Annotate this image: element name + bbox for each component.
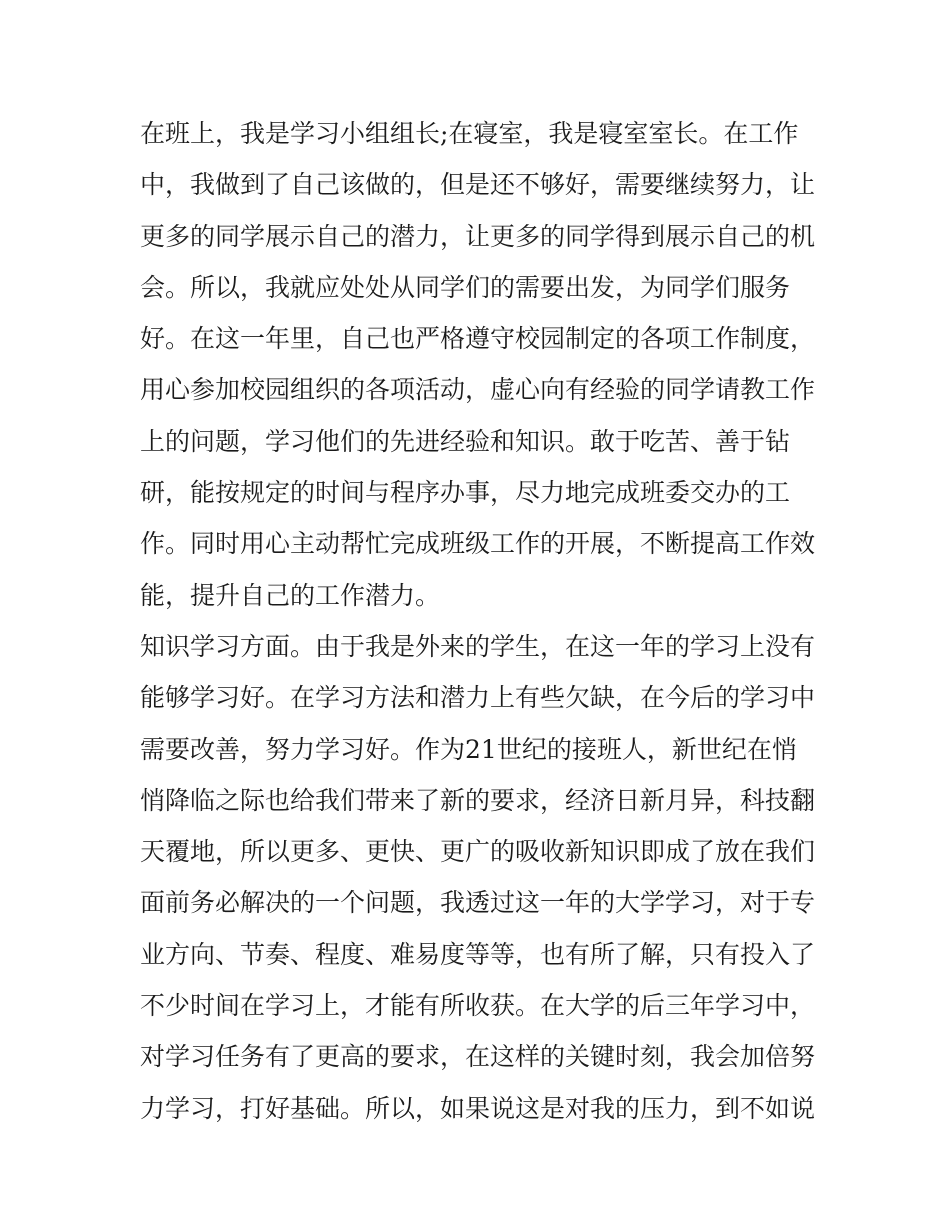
text-line: 知识学习方面。由于我是外来的学生，在这一年的学习上没有 [140,631,815,661]
text-line: 悄降临之际也给我们带来了新的要求，经济日新月异，科技翻 [140,785,815,815]
text-line: 能，提升自己的工作潜力。 [140,580,441,610]
text-line: 上的问题，学习他们的先进经验和知识。敢于吃苦、善于钻 [140,426,791,456]
text-line: 更多的同学展示自己的潜力，让更多的同学得到展示自己的机 [140,221,815,251]
text-line: 在班上，我是学习小组组长;在寝室，我是寝室室长。在工作 [140,119,799,148]
text-line: 会。所以，我就应处处从同学们的需要出发，为同学们服务 [140,272,791,302]
text-line: 需要改善，努力学习好。作为21世纪的接班人，新世纪在悄 [140,734,797,764]
text-line: 对学习任务有了更高的要求，在这样的关键时刻，我会加倍努 [140,1042,815,1072]
body-text [140,108,815,1134]
text-line: 研，能按规定的时间与程序办事，尽力地完成班委交办的工 [140,478,791,508]
text-line: 面前务必解决的一个问题，我透过这一年的大学学习，对于专 [140,888,815,918]
text-line: 好。在这一年里，自己也严格遵守校园制定的各项工作制度， [140,324,815,354]
text-line: 天覆地，所以更多、更快、更广的吸收新知识即成了放在我们 [140,837,815,867]
text-line: 力学习，打好基础。所以，如果说这是对我的压力，到不如说 [140,1093,815,1123]
text-line: 不少时间在学习上，才能有所收获。在大学的后三年学习中， [140,991,815,1021]
text-line: 能够学习好。在学习方法和潜力上有些欠缺，在今后的学习中 [140,683,815,713]
text-line: 业方向、节奏、程度、难易度等等，也有所了解，只有投入了 [140,939,815,969]
text-line: 中，我做到了自己该做的，但是还不够好，需要继续努力，让 [140,170,815,200]
text-line: 用心参加校园组织的各项活动，虚心向有经验的同学请教工作 [140,375,815,405]
text-line: 作。同时用心主动帮忙完成班级工作的开展，不断提高工作效 [140,529,815,559]
